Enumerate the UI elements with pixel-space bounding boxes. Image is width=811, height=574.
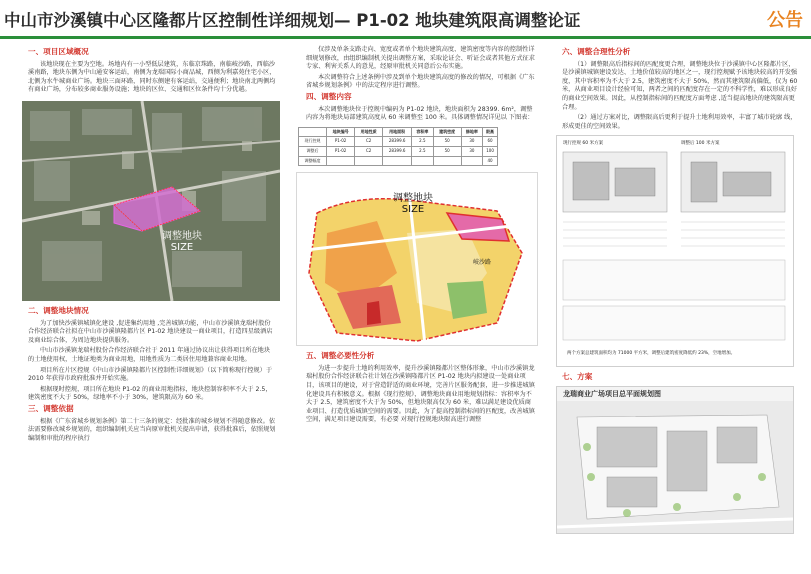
table-cell (433, 156, 461, 166)
table-cell: 2.5 (412, 137, 433, 147)
table-cell: 28399.6 (383, 137, 412, 147)
table-cell: 50 (433, 137, 461, 147)
table-cell (355, 156, 383, 166)
section-3-text: 根据《广东省城乡规划条例》第二十三条的规定：经批准的城乡规划不得随意修改。依法需要修改城乡规划的，组织编制机关应当向原审批机关提出申请，获得批准后，依照规划编制和审批的程序执行 (28, 417, 276, 442)
plan-size-label: 调整地块 SIZE (393, 193, 433, 216)
section-2-title: 二、调整地块情况 (28, 305, 89, 315)
aerial-map (22, 101, 280, 301)
table-cell: P1-02 (327, 137, 355, 147)
compare-note: 两个方案总建筑面积均为 71000 平方米，调整后建筑密度降低约 23%，空地增加。 (567, 351, 736, 357)
section-2-text-1: 为了加快沙溪镇城镇化建设 ,促进集约用地 ,完善城镇功能，中山市沙溪镇龙瑞村股份合作经济联合社拟在中山市沙溪镇隆都片区 P1-02 地块建设一商业项目，打造四星级酒店及商业综合体，为周边地块提供服务。 (28, 319, 273, 344)
section-2-text-4: 根据现时控规，项目所在地块 P1-02 的商业用地指标，地块控制容积率不大于 2.5，建筑密度不大于 50%，绿地率不小于 30%，建筑限高为 60 米。 (28, 385, 272, 402)
notice-label: 公告 (767, 10, 803, 31)
scheme-plan (556, 386, 794, 534)
page-title: 中山市沙溪镇中心区隆都片区控制性详细规划— P1-02 地块建筑限高调整论证 (4, 11, 581, 30)
comparison-panel (556, 135, 794, 367)
table-cell: 2.5 (412, 146, 433, 156)
title-divider (0, 36, 811, 39)
section-1-text: 该地块现在主要为空地。场地内有一小型低层建筑，东临京珠路，南临岐沙路，西临沙溪南路，地块东侧为中山通安客运站，南侧为龙瑞国际小商品城，西侧为利嘉苑住宅小区，北侧为水牛城商业广场。地块三面环路，同时东侧建有客运站，交通便利；地块南北两侧均有商业广场，分布较多商业服务设施；地块的区位、交通和区位条件均十分优越。 (28, 60, 276, 94)
scheme-title: 龙瑞商业广场项目总平面规划图 (563, 389, 661, 398)
column-middle (296, 46, 536, 427)
table-cell (461, 156, 482, 166)
table-cell: 调整幅度 (299, 156, 327, 166)
section-1-title: 一、项目区域概况 (28, 47, 89, 56)
table-header-row (299, 127, 498, 137)
section-3b-text: 仅涉及单条支路走向、宽度或者单个地块建筑高度、建筑密度等内容的控制性详细规划修改，由组织编制机关提出调整方案，采取论证会、听证会或者其他方式征求专家、利害关系人的意见，经原审批机关同意后公布实施。 (306, 46, 535, 71)
table-cell (383, 156, 412, 166)
table-cell: C2 (355, 137, 383, 147)
table-header-cell: 限高 (483, 127, 498, 137)
table-cell: 50 (433, 146, 461, 156)
scheme-graphic (557, 387, 793, 533)
table-cell: 60 (483, 137, 498, 147)
section-7-title: 七、方案 (562, 372, 593, 382)
section-2-text-2: 中山市沙溪镇龙瑞村股份合作经济联合社于 2011 年通过协议出让获得项目所在地块的土地使用权，土地证地类为商业用地，用地性质为二类居住用地兼容商业用地。 (28, 347, 271, 363)
section-4-text: 本次调整地块位于控规中编码为 P1-02 地块，地块面积为 28399. 6m²，调整内容为将地块局部建筑高度从 60 米调整至 100 米。具体调整情况详见以 下图表： (306, 105, 534, 122)
table-cell: 调整后 (299, 146, 327, 156)
section-4-title: 四、调整内容 (306, 91, 352, 101)
section-5-text: 为进一步提升土地的利用效率，提升沙溪镇隆都片区整体形象，中山市沙溪镇龙瑞村股份合作经济联合社计划在沙溪镇隆都片区 P1-02 地块内拟建设一处商业项目，该项目的建设，对于营造舒适的商业环境，完善片区服务配套，进一步推进城镇化建设具有积极意义。根据《现行控规》，调整地块商业用地规划指标：容积率为不大于 2.5，建筑密度不大于为 50%，但地块限高仅为 60 米，难以满足建设优质商业项目、打造优质城镇空间的需要。因此，为了提高控制指标间的匹配度，改善城镇空间，满足项目建设需要，有必要 对现行控规地块限高进行调整 (306, 364, 535, 424)
table-header-cell: 建筑密度 (433, 127, 461, 137)
section-5-title: 五、调整必要性分析 (306, 351, 375, 361)
table-header-cell: 用地面积 (383, 127, 412, 137)
table-header-cell: 容积率 (412, 127, 433, 137)
table-header-cell: 绿地率 (461, 127, 482, 137)
table-cell: C2 (355, 146, 383, 156)
compare-right-title: 调整后 100 米方案 (681, 141, 720, 147)
adjustment-table (298, 127, 498, 166)
table-cell (327, 156, 355, 166)
table-header-cell: 地块编号 (327, 127, 355, 137)
comparison-graphic (557, 148, 793, 348)
table-cell (412, 156, 433, 166)
title-bar (0, 0, 811, 38)
table-cell: 30 (461, 137, 482, 147)
table-cell: P1-02 (327, 146, 355, 156)
land-use-plan (296, 172, 538, 346)
section-6-text-1: （1）调整限高后指标间的匹配度更合理，调整地块位于沙溪镇中心区隆都片区，是沙溪镇城镇建设发达、土地价值较高的地区之一，现行控规赋予该地块较高的开发强度，其中容积率为不大于 2.5，建筑密度不大于 50%，然而其建筑限高偏低，仅为 60 米，从商业项目设计经验可知，两者之间的匹配度存在一定的不科学性，难以形成良好的商业空间效果。因此，从控制指标间的匹配度方面考虑 ,适当提高地块的建筑限高更合理。 (562, 60, 798, 111)
section-6-title: 六、调整合理性分析 (562, 47, 631, 56)
map-size-label: 调整地块 SIZE (162, 230, 202, 253)
compare-left-title: 现行控规 60 米方案 (563, 141, 604, 147)
table-row (299, 156, 498, 166)
section-3-title: 三、调整依据 (28, 403, 74, 413)
aerial-map-graphic (22, 101, 280, 301)
table-cell: 28399.6 (383, 146, 412, 156)
table-row (299, 146, 498, 156)
plan-road-label: 岐沙路 (473, 259, 492, 267)
table-cell: 40 (483, 156, 498, 166)
column-right (552, 46, 800, 534)
table-header-cell (299, 127, 327, 137)
section-2-text-3: 项目所在片区控规《中山市沙溪镇隆都片区控制性详细规划》（以下简称现行控规）于 2010 年获得市政府批准并开始实施。 (28, 366, 273, 383)
table-cell: 现行控规 (299, 137, 327, 147)
table-cell: 100 (483, 146, 498, 156)
table-row (299, 137, 498, 147)
column-left (18, 46, 276, 445)
section-3c-text: 本次调整符合上述条例中涉及到单个地块建筑高度的修改的情况，可根据《广东省城乡规划条例》中的法定程序进行调整。 (306, 73, 535, 90)
table-header-cell: 用地性质 (355, 127, 383, 137)
table-cell: 30 (461, 146, 482, 156)
section-6-text-2: （2）通过方案对比，调整限高后更利于提升土地利用效率，丰富了城市轮廓 线，形成更佳的空间效果。 (562, 114, 797, 130)
